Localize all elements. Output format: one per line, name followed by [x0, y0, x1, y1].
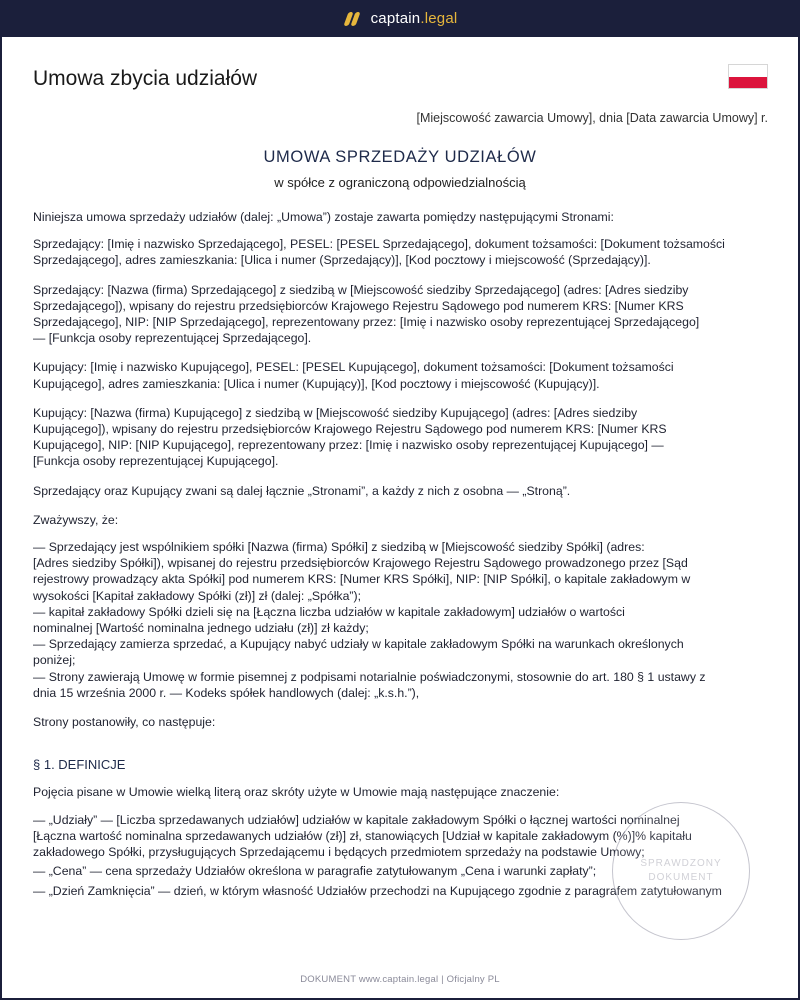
- section-title-definitions: § 1. DEFINICJE: [33, 757, 126, 773]
- text-line: Sprzedający: [Imię i nazwisko Sprzedającego], PESEL: [PESEL Sprzedającego], dokument tożsamości: [Dokument tożsamości: [33, 237, 725, 252]
- text-line: — „Cena” — cena sprzedaży Udziałów określona w paragrafie zatytułowanym „Cena i warunki zapłaty”;: [33, 864, 597, 879]
- text-line: — [Funkcja osoby reprezentującej Sprzedającego].: [33, 331, 312, 346]
- text-line: — „Udziały” — [Liczba sprzedawanych udziałów] udziałów w kapitale zakładowym Spółki o łącznej wartości nominalnej: [33, 812, 680, 827]
- text-line: Kupujący: [Imię i nazwisko Kupującego], PESEL: [PESEL Kupującego], dokument tożsamości: [Dokument tożsamości: [33, 360, 674, 375]
- text-line: rejestrowy prowadzący akta Spółki] pod numerem KRS: [Numer KRS Spółki], NIP: [NIP Spółki], o kapitale zakładowym w: [33, 572, 691, 587]
- text-line: [Funkcja osoby reprezentującej Kupującego].: [33, 454, 279, 469]
- text-line: Sprzedającego], adres zamieszkania: [Ulica i numer (Sprzedający)], [Kod pocztowy i miejscowość (Sprzedający)].: [33, 253, 651, 268]
- text-line: Sprzedającego]), wpisany do rejestru przedsiębiorców Krajowego Rejestru Sądowego pod numerem KRS: [Numer KRS: [33, 298, 684, 313]
- text-line: Kupujący: [Nazwa (firma) Kupującego] z siedzibą w [Miejscowość siedziby Kupującego] (adres: [Adres siedziby: [33, 405, 638, 420]
- whereas-list: [33, 539, 798, 701]
- whereas-label: Zważywszy, że:: [33, 512, 119, 527]
- party-seller-company: [33, 282, 798, 347]
- page-footer: DOKUMENT www.captain.legal | Oficjalny PL: [300, 974, 500, 985]
- document-page: [2, 37, 798, 998]
- intro-paragraph: Niniejsza umowa sprzedaży udziałów (dalej: „Umowa”) zostaje zawarta pomiędzy następującymi Stronami:: [33, 210, 614, 224]
- text-line: Sprzedającego], NIP: [NIP Sprzedającego], reprezentowany przez: [Imię i nazwisko osoby reprezentującej Sprzedającego]: [33, 315, 700, 330]
- place-date-line: [Miejscowość zawarcia Umowy], dnia [Data zawarcia Umowy] r.: [416, 111, 768, 125]
- text-line: zakładowego Spółki, przysługujących Sprzedającemu i będących przedmiotem sprzedaży na podstawie Umowy;: [33, 845, 645, 860]
- text-line: [Łączna wartość nominalna sprzedawanych udziałów (zł)] zł, stanowiących [Udział w kapitale zakładowym (%)]% kapitału: [33, 828, 692, 843]
- text-line: Kupującego]), wpisany do rejestru przedsiębiorców Krajowego Rejestru Sądowego pod numerem KRS: [Numer KRS: [33, 422, 667, 437]
- text-line: [Adres siedziby Spółki]), wpisanej do rejestru przedsiębiorców Krajowego Rejestru Sądowego prowadzonego przez [Sąd: [33, 556, 688, 571]
- brand-wordmark: [371, 10, 458, 27]
- text-line: nominalnej [Wartość nominalna jednego udziału (zł)] zł każdy;: [33, 621, 369, 636]
- brand-name: captain: [370, 10, 421, 27]
- brand-tld: .legal: [420, 10, 458, 27]
- captain-logo-icon: [343, 11, 361, 27]
- text-line: — Sprzedający zamierza sprzedać, a Kupujący nabyć udziały w kapitale zakładowym Spółki na warunkach określonych: [33, 637, 684, 652]
- contract-body: [33, 209, 798, 899]
- page-title: Umowa zbycia udziałów: [33, 67, 258, 90]
- text-line: Kupującego], NIP: [NIP Kupującego], reprezentowany przez: [Imię i nazwisko osoby reprezentującej Kupującego] —: [33, 438, 664, 453]
- text-line: — „Dzień Zamknięcia” — dzień, w którym własność Udziałów przechodzi na Kupującego zgodnie z paragrafem zatytułowanym: [33, 883, 722, 898]
- party-buyer-company: [33, 405, 798, 470]
- text-line: wysokości [Kapitał zakładowy Spółki (zł)] zł (dalej: „Spółka”);: [33, 588, 362, 603]
- text-line: — Strony zawierają Umowę w formie pisemnej z podpisami notarialnie poświadczonymi, stosownie do art. 180 § 1 ustawy z: [33, 669, 706, 684]
- contract-heading: UMOWA SPRZEDAŻY UDZIAŁÓW: [263, 148, 537, 166]
- party-seller-person: [33, 236, 798, 268]
- text-line: dnia 15 września 2000 r. — Kodeks spółek handlowych (dalej: „k.s.h.”),: [33, 685, 420, 700]
- poland-flag-icon[interactable]: [728, 64, 768, 89]
- text-line: Kupującego], adres zamieszkania: [Ulica i numer (Kupujący)], [Kod pocztowy i miejscowość (Kupujący)].: [33, 376, 600, 391]
- resolution-line: Strony postanowiły, co następuje:: [33, 715, 216, 730]
- party-buyer-person: [33, 359, 798, 391]
- top-bar: [0, 0, 800, 37]
- parties-summary: Sprzedający oraz Kupujący zwani są dalej łącznie „Stronami”, a każdy z nich z osobna — „Stroną”.: [33, 483, 571, 498]
- definitions-intro: Pojęcia pisane w Umowie wielką literą oraz skróty użyte w Umowie mają następujące znaczenie:: [33, 785, 560, 800]
- text-line: poniżej;: [33, 653, 76, 668]
- stamp-text: SPRAWDZONY DOKUMENT: [640, 858, 722, 883]
- text-line: Sprzedający: [Nazwa (firma) Sprzedającego] z siedzibą w [Miejscowość siedziby Sprzedającego] (adres: [Adres siedziby: [33, 282, 689, 297]
- contract-subheading: w spółce z ograniczoną odpowiedzialnością: [274, 175, 526, 190]
- text-line: — kapitał zakładowy Spółki dzieli się na [Łączna liczba udziałów w kapitale zakładowym] udziałów o wartości: [33, 604, 625, 619]
- verification-stamp: [612, 802, 750, 940]
- text-line: — Sprzedający jest wspólnikiem spółki [Nazwa (firma) Spółki] z siedzibą w [Miejscowość siedziby Spółki] (adres:: [33, 540, 645, 555]
- brand-logo[interactable]: [343, 10, 458, 27]
